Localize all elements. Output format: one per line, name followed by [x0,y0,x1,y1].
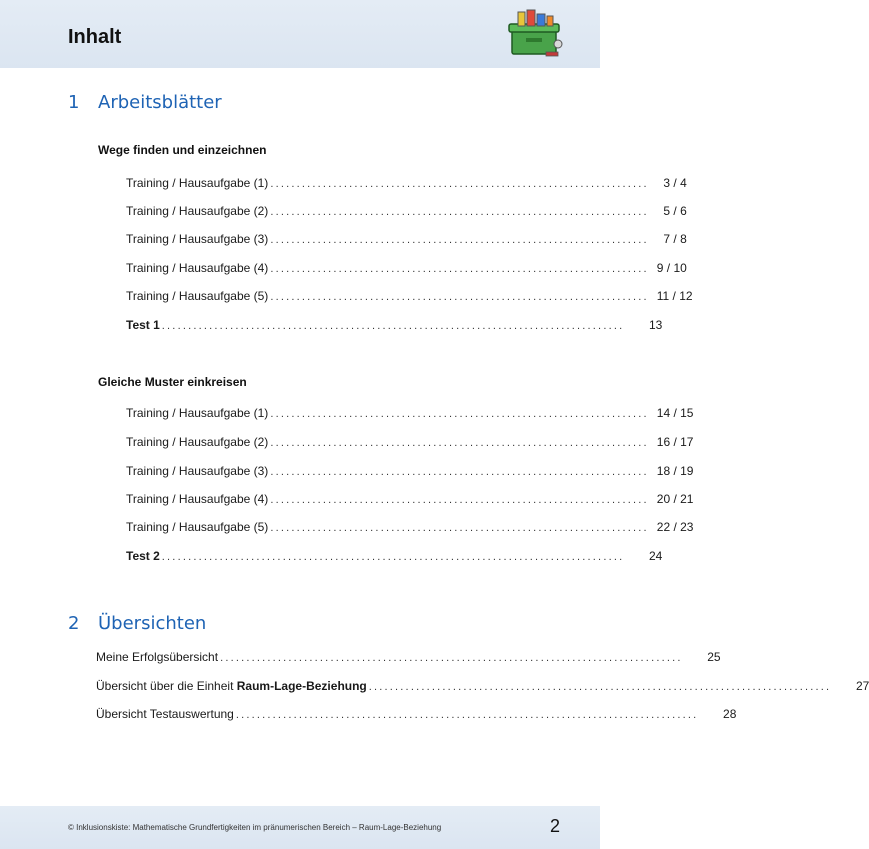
toc-entry-test[interactable]: Test 1 ........................................................................................ 13 [126,318,663,332]
page-ref: 27 [855,679,869,693]
page-ref: 24 [648,549,663,563]
toc-entry[interactable]: Training / Hausaufgabe (2) ........................................................................ 16 / 17 [126,435,694,449]
leader-dots: ........................................................................ [270,494,649,506]
page-ref: 5 / 6 [663,204,687,218]
toc-entry[interactable]: Training / Hausaufgabe (4) ........................................................................ 20 / 21 [126,492,694,506]
page-ref: 25 [707,650,721,664]
page-ref: 18 / 19 [656,464,694,478]
page-ref: 9 / 10 [656,261,687,275]
leader-dots: ........................................................................................ [161,320,625,332]
page-ref: 20 / 21 [656,492,694,506]
toolbox-icon [506,8,568,60]
group-1-title: Wege finden und einzeichnen [98,143,267,157]
page-number: 2 [549,816,560,836]
section-number: 2 [68,613,80,634]
overview-entry[interactable]: Übersicht Testauswertung ........................................................................................ 28 [96,707,737,721]
leader-dots: ........................................................................................ [161,551,625,563]
toc-entry[interactable]: Training / Hausaufgabe (1) ........................................................................ 14 / 15 [126,406,694,420]
toc-entry[interactable]: Training / Hausaufgabe (5) ........................................................................ 11 / 12 [126,289,693,303]
section-number: 1 [68,92,80,113]
leader-dots: ........................................................................................ [220,652,683,664]
leader-dots: ........................................................................ [270,234,649,246]
page-ref: 11 / 12 [656,289,693,303]
page-ref: 13 [648,318,663,332]
leader-dots: ........................................................................ [270,408,649,420]
toc-entry[interactable]: Training / Hausaufgabe (1) ........................................................................ 3 / 4 [126,176,687,190]
group-2-title: Gleiche Muster einkreisen [98,375,247,389]
leader-dots: ........................................................................ [270,522,649,534]
section-title: Übersichten [98,613,207,634]
page-title: Inhalt [68,26,122,48]
toc-entry[interactable]: Training / Hausaufgabe (5) ........................................................................ 22 / 23 [126,520,694,534]
leader-dots: ........................................................................ [270,466,649,478]
toc-entry[interactable]: Training / Hausaufgabe (4) ........................................................................ 9 / 10 [126,261,687,275]
page-ref: 22 / 23 [656,520,694,534]
toc-entry[interactable]: Training / Hausaufgabe (3) ........................................................................ 18 / 19 [126,464,694,478]
page-ref: 16 / 17 [656,435,694,449]
leader-dots: ........................................................................ [270,263,649,275]
leader-dots: ........................................................................................ [368,681,832,693]
toc-entry[interactable]: Training / Hausaufgabe (3) ........................................................................ 7 / 8 [126,232,687,246]
unit-name: Raum-Lage-Beziehung [236,679,367,693]
section-title: Arbeitsblätter [98,92,222,113]
page-ref: 7 / 8 [663,232,687,246]
toc-entry-test[interactable]: Test 2 ........................................................................................ 24 [126,549,663,563]
leader-dots: ........................................................................................ [235,709,699,721]
overview-entry[interactable]: Meine Erfolgsübersicht ........................................................................................ 25 [96,650,721,664]
leader-dots: ........................................................................ [270,291,649,303]
page-ref: 14 / 15 [656,406,694,420]
section-1-heading [68,92,222,113]
page-ref: 3 / 4 [663,176,687,190]
page-ref: 28 [723,707,737,721]
overview-entry[interactable]: Übersicht über die Einheit Raum-Lage-Beziehung ........................................................................................ 27 [96,679,869,693]
section-2-heading [68,613,206,634]
footer-copyright: © Inklusionskiste: Mathematische Grundfertigkeiten im pränumerischen Bereich – Raum-Lage-Beziehung [68,823,442,832]
leader-dots: ........................................................................ [270,178,649,190]
leader-dots: ........................................................................ [270,206,649,218]
leader-dots: ........................................................................ [270,437,649,449]
toc-entry[interactable]: Training / Hausaufgabe (2) ........................................................................ 5 / 6 [126,204,687,218]
